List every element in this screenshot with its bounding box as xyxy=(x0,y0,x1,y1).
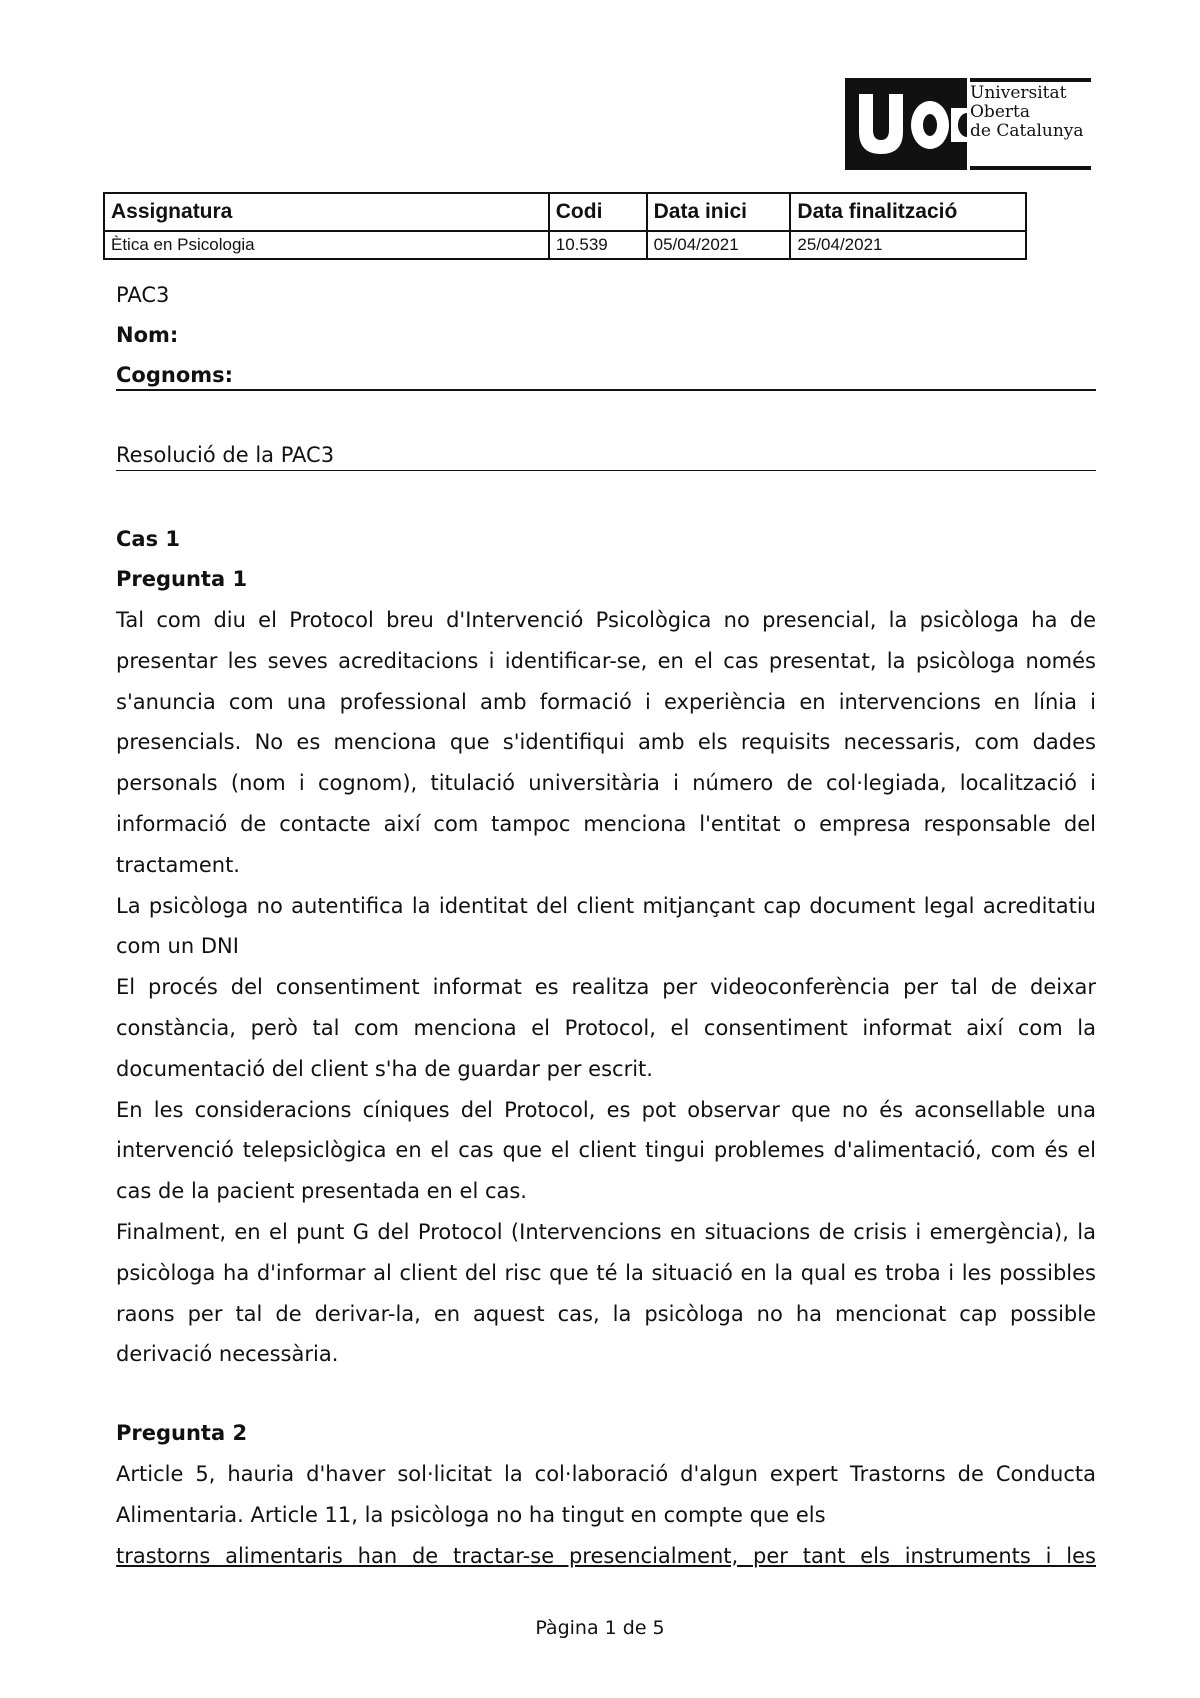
uoc-logo xyxy=(845,78,1091,170)
assignment-label: PAC3 xyxy=(116,283,170,307)
logo-bottom-rule xyxy=(970,166,1091,170)
question-2-answer xyxy=(116,1454,1096,1576)
start-date-value: 05/04/2021 xyxy=(647,231,791,259)
meta-divider xyxy=(116,389,1096,391)
q2-underlined-line: trastorns alimentaris han de tractar-se presencialment, per tant els instruments i les xyxy=(116,1543,1096,1568)
logo-line-2: Oberta xyxy=(970,102,1030,122)
logo-line-3: de Catalunya xyxy=(970,121,1084,141)
question-1-answer xyxy=(116,600,1096,1375)
logo-line-1: Universitat xyxy=(970,83,1067,103)
header-end-date: Data finalització xyxy=(790,193,1026,231)
code-value: 10.539 xyxy=(549,231,647,259)
section-title: Resolució de la PAC3 xyxy=(116,443,335,467)
q1-paragraph-2: La psicòloga no autentifica la identitat del client mitjançant cap document legal acreditatiu com un DNI xyxy=(116,893,1096,959)
course-table-header-row xyxy=(104,193,1026,231)
subject-value: Ètica en Psicologia xyxy=(104,231,549,259)
header-subject: Assignatura xyxy=(104,193,549,231)
question-2-title: Pregunta 2 xyxy=(116,1421,248,1445)
page-number: Pàgina 1 de 5 xyxy=(535,1617,665,1639)
q1-paragraph-3: El procés del consentiment informat es realitza per videoconferència per tal de deixar constància, però tal com menciona el Protocol, el consentiment informat així com la documentació del client s'ha de guardar per escrit. xyxy=(116,975,1096,1081)
section-divider xyxy=(116,470,1096,471)
q1-paragraph-1: Tal com diu el Protocol breu d'Intervenció Psicològica no presencial, la psicòloga ha de presentar les seves acreditacions i identificar-se, en el cas presentat, la psicòloga només s'anuncia com una professional amb formació i experiència en intervencions en línia i presencials. No es menciona que s'identifiqui amb els requisits necessaris, com dades personals (nom i cognom), titulació universitària i número de col·legiada, localització i informació de contacte així com tampoc menciona l'entitat o empresa responsable del tractament. xyxy=(116,608,1096,877)
q1-paragraph-4: En les consideracions cíniques del Protocol, es pot observar que no és aconsellable una intervenció telepsiclògica en el cas que el client tingui problemes d'alimentació, com és el cas de la pacient presentada en el cas. xyxy=(116,1097,1096,1204)
course-info-table xyxy=(103,192,1027,260)
q1-paragraph-5: Finalment, en el punt G del Protocol (Intervencions en situacions de crisis i emergència), la psicòloga ha d'informar al client del risc que té la situació en la qual es troba i les possibles raons per tal de derivar-la, en aquest cas, la psicòloga no ha mencionat cap possible derivació necessària. xyxy=(116,1219,1096,1367)
student-meta xyxy=(116,275,1096,395)
uoc-logo-mark xyxy=(845,78,967,170)
end-date-value: 25/04/2021 xyxy=(790,231,1026,259)
case-title: Cas 1 xyxy=(116,527,181,551)
course-table-row xyxy=(104,231,1026,259)
question-1-title: Pregunta 1 xyxy=(116,567,248,591)
name-label: Nom: xyxy=(116,323,179,347)
header-code: Codi xyxy=(549,193,647,231)
header-start-date: Data inici xyxy=(647,193,791,231)
q2-paragraph-1: Article 5, hauria d'haver sol·licitat la col·laboració d'algun expert Trastorns de Conducta Alimentaria. Article 11, la psicòloga no ha tingut en compte que els xyxy=(116,1462,1096,1527)
surname-label: Cognoms: xyxy=(116,363,234,387)
uoc-logo-name xyxy=(970,84,1091,141)
logo-top-rule xyxy=(970,78,1091,82)
